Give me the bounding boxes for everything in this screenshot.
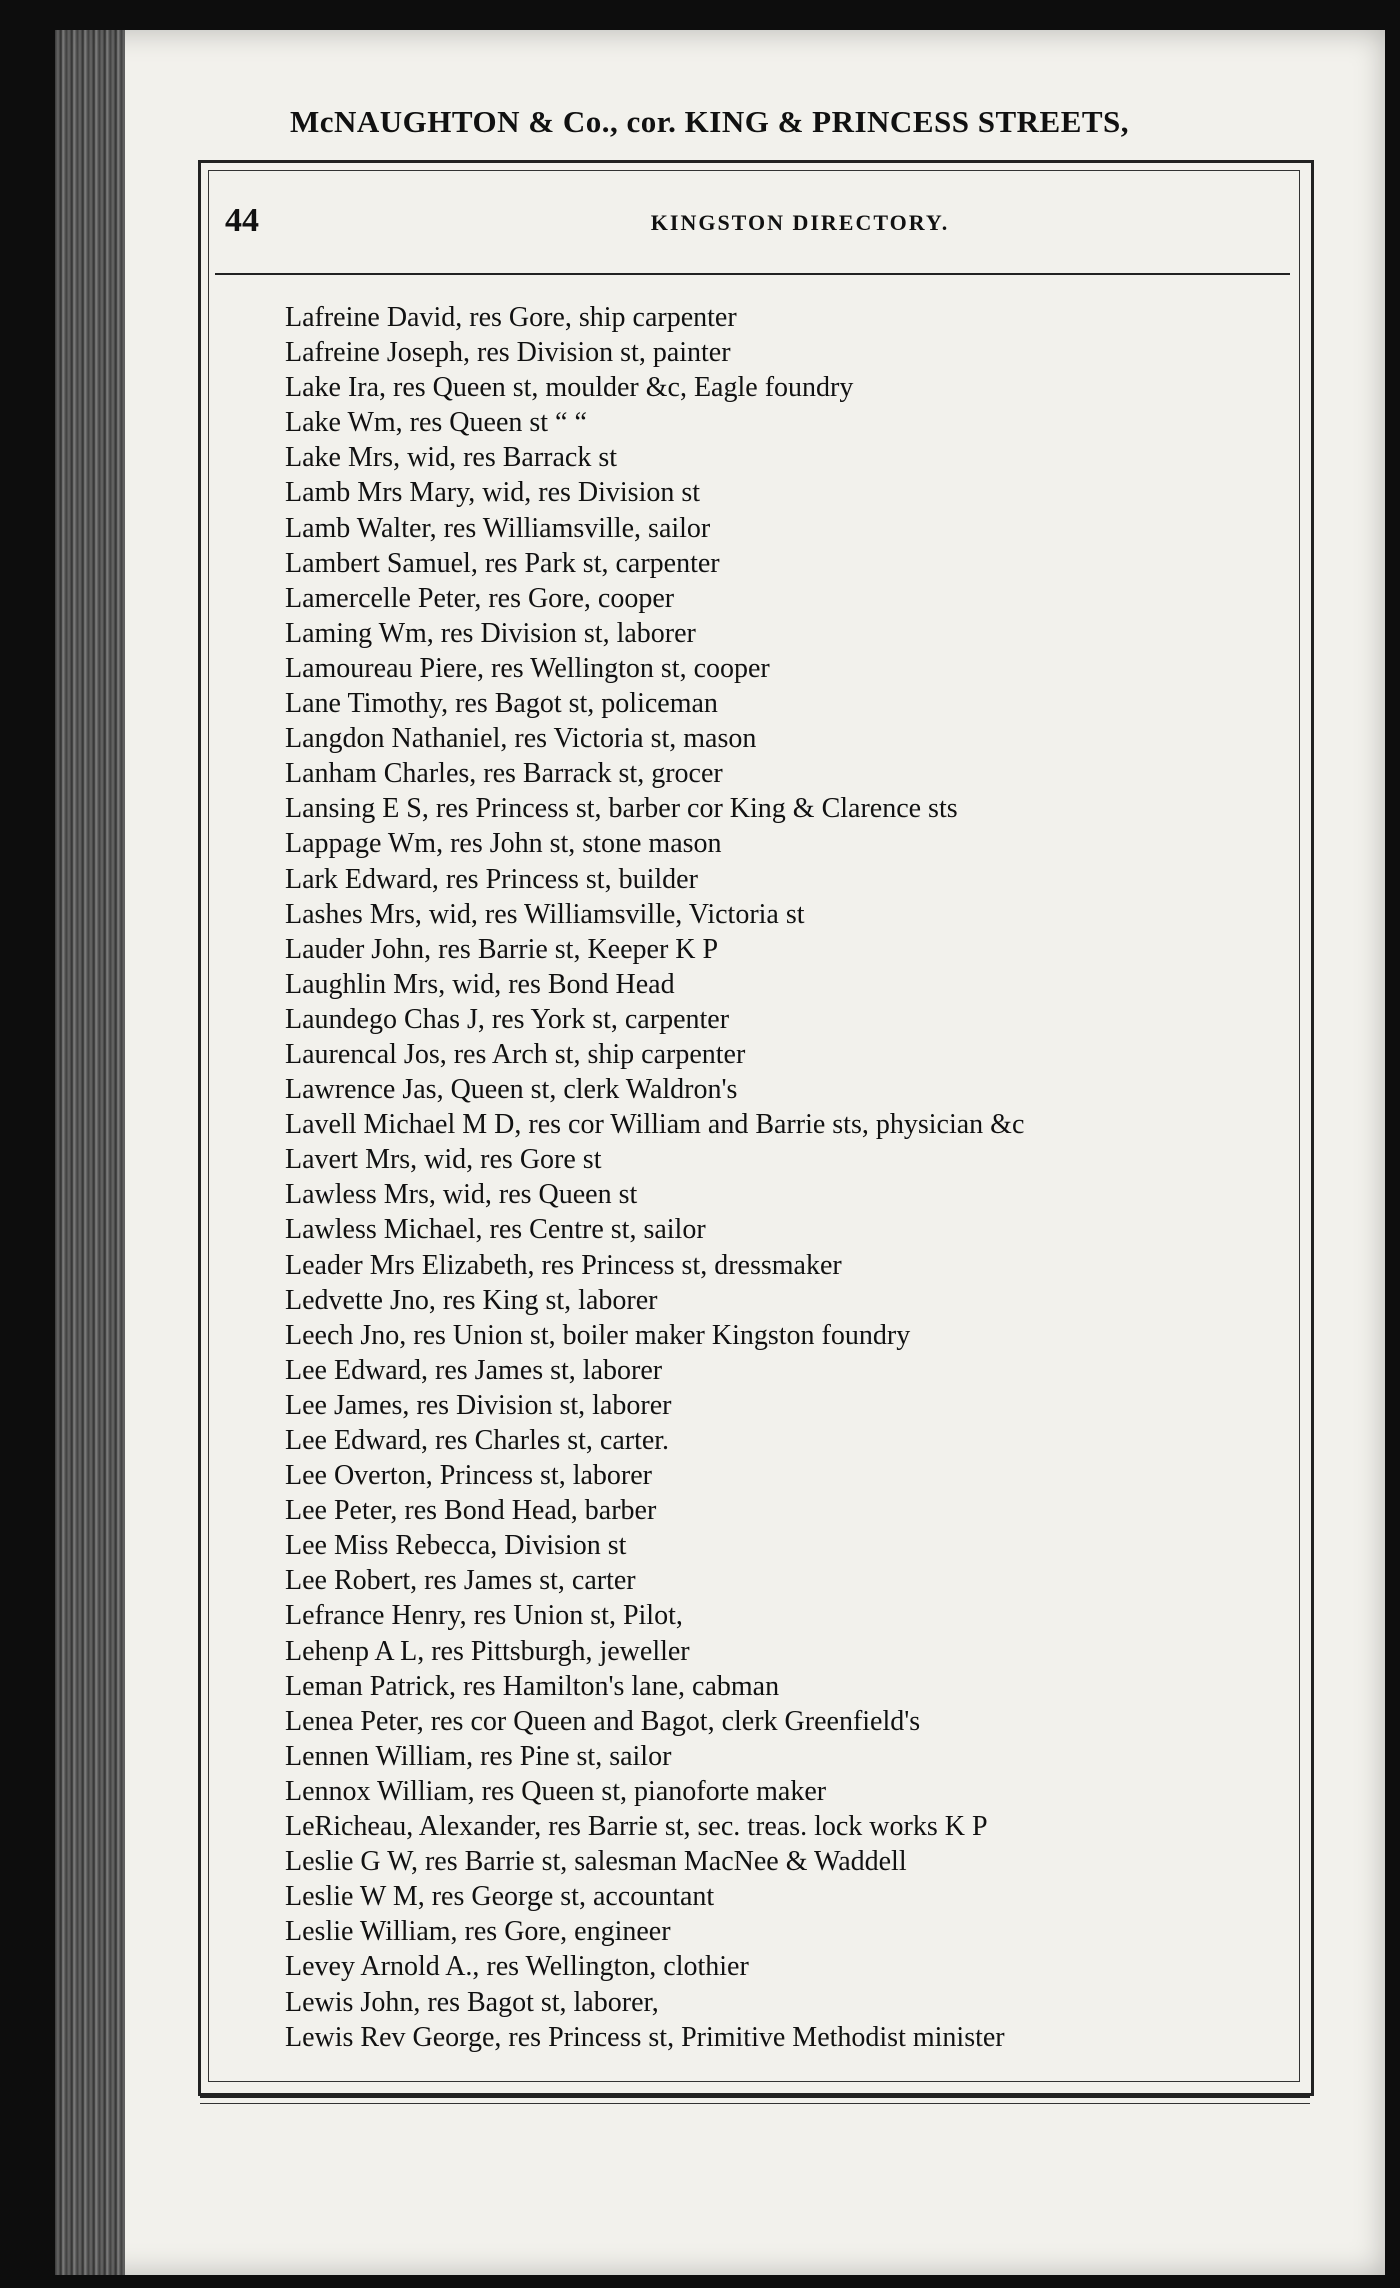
directory-entry: Lake Wm, res Queen st “ “: [285, 407, 587, 439]
directory-entry: Levey Arnold A., res Wellington, clothier: [285, 1951, 749, 1983]
directory-entry: Lewis Rev George, res Princess st, Primitive Methodist minister: [285, 2021, 1005, 2053]
directory-entry: Lee Edward, res James st, laborer: [285, 1354, 663, 1386]
directory-entries: [285, 300, 1305, 2055]
directory-entry: Lavell Michael M D, res cor William and Barrie sts, physician &c: [285, 1109, 1025, 1141]
header-rule: [215, 273, 1290, 275]
directory-entry: Lee Edward, res Charles st, carter.: [285, 1425, 670, 1456]
directory-entry: Leslie William, res Gore, engineer: [285, 1916, 671, 1948]
directory-entry: Lawless Mrs, wid, res Queen st: [285, 1179, 638, 1211]
directory-entry: Leader Mrs Elizabeth, res Princess st, dressmaker: [285, 1249, 842, 1281]
directory-entry: Leslie W M, res George st, accountant: [285, 1881, 715, 1913]
directory-entry: Lenea Peter, res cor Queen and Bagot, clerk Greenfield's: [285, 1705, 921, 1737]
directory-entry: Lehenp A L, res Pittsburgh, jeweller: [285, 1635, 690, 1667]
directory-entry: Lamb Mrs Mary, wid, res Division st: [285, 477, 701, 509]
directory-entry: Lashes Mrs, wid, res Williamsville, Victoria st: [285, 898, 805, 930]
directory-entry: Lefrance Henry, res Union st, Pilot,: [285, 1600, 683, 1632]
directory-entry: Leslie G W, res Barrie st, salesman MacNee & Waddell: [285, 1846, 907, 1878]
directory-entry: Lennen William, res Pine st, sailor: [285, 1740, 672, 1772]
directory-entry: Lee Overton, Princess st, laborer: [285, 1460, 652, 1492]
directory-entry: Lee James, res Division st, laborer: [285, 1389, 672, 1421]
directory-entry: Leman Patrick, res Hamilton's lane, cabman: [285, 1670, 780, 1702]
directory-entry: Lawrence Jas, Queen st, clerk Waldron's: [285, 1074, 738, 1106]
directory-entry: Lauder John, res Barrie st, Keeper K P: [285, 933, 719, 965]
directory-entry: Lansing E S, res Princess st, barber cor King & Clarence sts: [285, 793, 958, 825]
directory-entry: Lafreine David, res Gore, ship carpenter: [285, 302, 737, 333]
directory-entry: Lappage Wm, res John st, stone mason: [285, 828, 722, 860]
directory-entry: Lee Peter, res Bond Head, barber: [285, 1495, 657, 1527]
directory-entry: Lawless Michael, res Centre st, sailor: [285, 1214, 706, 1246]
directory-entry: Lavert Mrs, wid, res Gore st: [285, 1144, 602, 1176]
directory-entry: Laming Wm, res Division st, laborer: [285, 617, 696, 649]
directory-entry: Leech Jno, res Union st, boiler maker Kingston foundry: [285, 1319, 911, 1351]
directory-entry: Laughlin Mrs, wid, res Bond Head: [285, 968, 675, 1000]
directory-entry: Lamoureau Piere, res Wellington st, cooper: [285, 652, 770, 684]
directory-entry: Lambert Samuel, res Park st, carpenter: [285, 547, 720, 579]
page-binding: [55, 30, 125, 2275]
directory-entry: Langdon Nathaniel, res Victoria st, mason: [285, 723, 757, 755]
directory-entry: Laundego Chas J, res York st, carpenter: [285, 1003, 730, 1035]
directory-entry: Lamercelle Peter, res Gore, cooper: [285, 582, 675, 614]
directory-entry: Lennox William, res Queen st, pianoforte maker: [285, 1775, 827, 1807]
directory-entry: Lafreine Joseph, res Division st, painter: [285, 337, 731, 369]
directory-entry: Lee Robert, res James st, carter: [285, 1565, 636, 1597]
directory-entry: LeRicheau, Alexander, res Barrie st, sec. treas. lock works K P: [285, 1811, 988, 1843]
directory-entry: Lanham Charles, res Barrack st, grocer: [285, 758, 723, 790]
directory-entry: Lark Edward, res Princess st, builder: [285, 863, 698, 895]
directory-entry: Lee Miss Rebecca, Division st: [285, 1530, 627, 1562]
directory-entry: Lane Timothy, res Bagot st, policeman: [285, 688, 718, 720]
directory-entry: Lake Mrs, wid, res Barrack st: [285, 442, 618, 474]
footer-rule: [200, 2095, 1310, 2098]
running-head: McNAUGHTON & Co., cor. KING & PRINCESS STREETS,: [290, 104, 1130, 139]
directory-entry: Lamb Walter, res Williamsville, sailor: [285, 512, 711, 544]
page-number: 44: [225, 202, 259, 239]
footer-rule-inner: [200, 2103, 1310, 2104]
directory-title: KINGSTON DIRECTORY.: [650, 210, 950, 235]
directory-entry: Lewis John, res Bagot st, laborer,: [285, 1986, 659, 2018]
directory-entry: Lake Ira, res Queen st, moulder &c, Eagle foundry: [285, 372, 854, 404]
directory-entry: Ledvette Jno, res King st, laborer: [285, 1284, 658, 1316]
directory-entry: Laurencal Jos, res Arch st, ship carpenter: [285, 1038, 746, 1070]
